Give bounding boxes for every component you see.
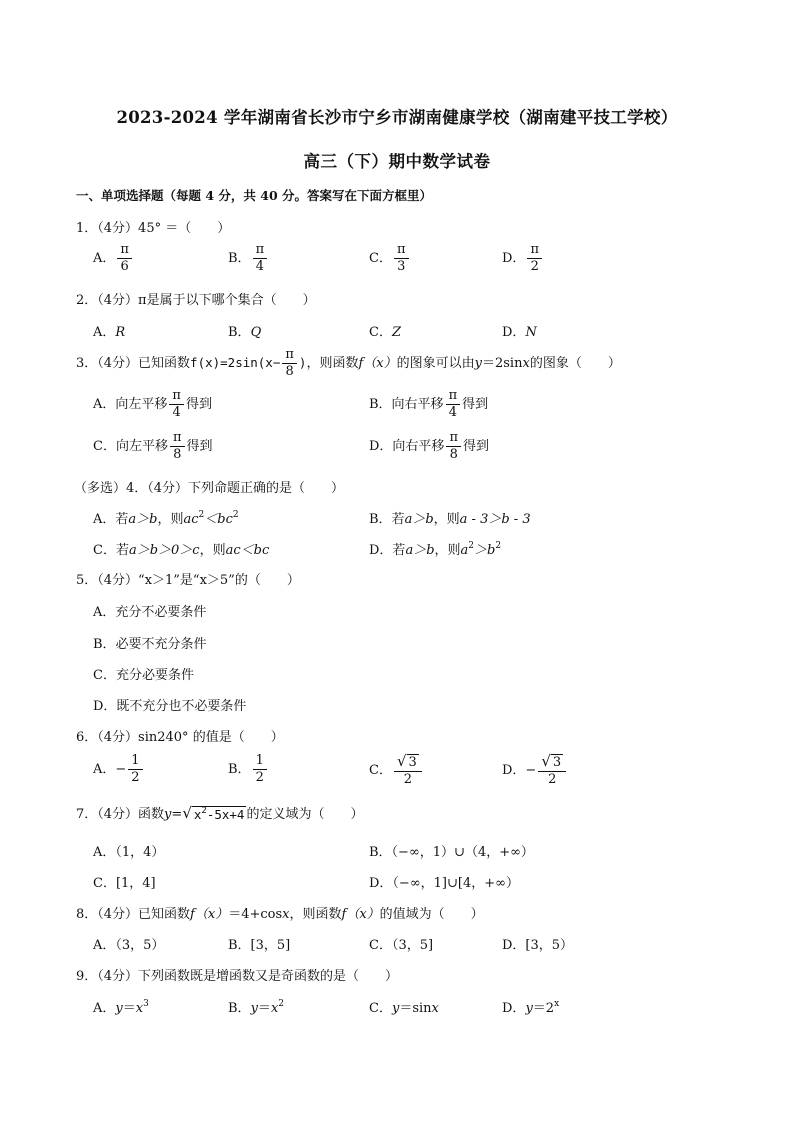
question-3-option-d: D．向右平移 $\frac{\pi}{8}$ 得到 — [369, 430, 489, 462]
question-5-option-c: C．充分必要条件 — [93, 668, 194, 683]
question-5-stem: 5．（4分）“x＞1”是“x＞5”的（ ） — [76, 573, 300, 588]
question-7-option-c: C．[1，4] — [93, 876, 156, 891]
square-root: √ $x^2-5x+4$ — [182, 804, 245, 822]
question-3-option-c: C．向左平移 $\frac{\pi}{8}$ 得到 — [93, 430, 213, 462]
question-7-stem: 7．（4分）函数y= √ $x^2-5x+4$ 的定义域为（ ） — [76, 804, 364, 822]
question-8-option-b: B．[3，5] — [228, 938, 291, 953]
section-heading: 一、单项选择题（每题 4 分，共 40 分。答案写在下面方框里） — [76, 188, 433, 203]
question-6-option-c: C． √ 3 2 — [369, 753, 424, 788]
question-6-stem: 6．（4分）sin240° 的值是（ ） — [76, 730, 284, 745]
question-6-option-d: D．− √ 3 2 — [502, 753, 568, 788]
question-2-option-a: A．R — [93, 325, 126, 340]
question-3-option-a: A．向左平移 $\frac{\pi}{4}$ 得到 — [93, 388, 212, 420]
question-7-option-a: A．（1，4） — [93, 845, 165, 860]
exam-title-line1: 2023-2024 学年湖南省长沙市宁乡市湖南健康学校（湖南建平技工学校） — [116, 108, 678, 127]
question-1-option-a: A． $\frac{\pi}{6}$ — [93, 242, 134, 275]
exam-title-line2: 高三（下）期中数学试卷 — [303, 152, 491, 171]
question-7-option-b: B．（−∞，1）∪（4，+∞） — [369, 845, 534, 860]
question-9-option-a: A．$y=x^3$ — [93, 999, 149, 1016]
question-6-option-a: A．− $\frac{1}{2}$ — [93, 753, 145, 786]
question-5-option-d: D．既不充分也不必要条件 — [93, 699, 247, 714]
question-8-option-c: C．（3，5] — [369, 938, 434, 953]
question-9-option-c: C．y＝sinx — [369, 1001, 439, 1016]
question-8-option-a: A．（3，5） — [93, 938, 165, 953]
question-1-option-b: B． $\frac{\pi}{4}$ — [228, 242, 269, 275]
question-1-option-d: D． $\frac{\pi}{2}$ — [502, 242, 544, 275]
question-3-stem: 3．（4分）已知函数f(x)=2sin(x− $\frac{\pi}{8}$ )，则函数f（x）的图象可以由y＝2sinx的图象（ ） — [76, 347, 621, 379]
question-2-option-c: C．Z — [369, 325, 401, 340]
question-7-option-d: D．（−∞，1]∪[4，+∞） — [369, 876, 519, 891]
question-4-option-b: B．若a＞b，则a - 3＞b - 3 — [369, 512, 531, 527]
question-4-option-a: A．若a＞b，则$ac^2<bc^2$ — [93, 510, 239, 527]
question-1-stem: 1．（4分）45° ＝（ ） — [76, 221, 231, 236]
question-6-option-b: B． $\frac{1}{2}$ — [228, 753, 269, 786]
question-2-option-b: B．Q — [228, 325, 262, 340]
question-9-option-d: D．$y=2^x$ — [502, 999, 560, 1016]
question-5-option-b: B．必要不充分条件 — [93, 637, 207, 652]
question-8-option-d: D．[3，5） — [502, 938, 574, 953]
question-4-stem: （多选）4．（4分）下列命题正确的是（ ） — [74, 481, 345, 496]
question-3-option-b: B．向右平移 $\frac{\pi}{4}$ 得到 — [369, 388, 489, 420]
question-2-option-d: D．N — [502, 325, 537, 340]
question-4-option-d: D．若a＞b，则$a^2>b^2$ — [369, 541, 502, 558]
question-8-stem: 8．（4分）已知函数f（x）＝4+cosx，则函数f（x）的值域为（ ） — [76, 907, 484, 922]
question-5-option-a: A．充分不必要条件 — [93, 605, 207, 620]
question-9-stem: 9．（4分）下列函数既是增函数又是奇函数的是（ ） — [76, 969, 399, 984]
question-9-option-b: B．$y=x^2$ — [228, 999, 285, 1016]
question-4-option-c: C．若a＞b＞0＞c，则ac＜bc — [93, 543, 270, 558]
question-1-option-c: C． $\frac{\pi}{3}$ — [369, 242, 411, 275]
question-2-stem: 2．（4分）π是属于以下哪个集合（ ） — [76, 293, 316, 308]
